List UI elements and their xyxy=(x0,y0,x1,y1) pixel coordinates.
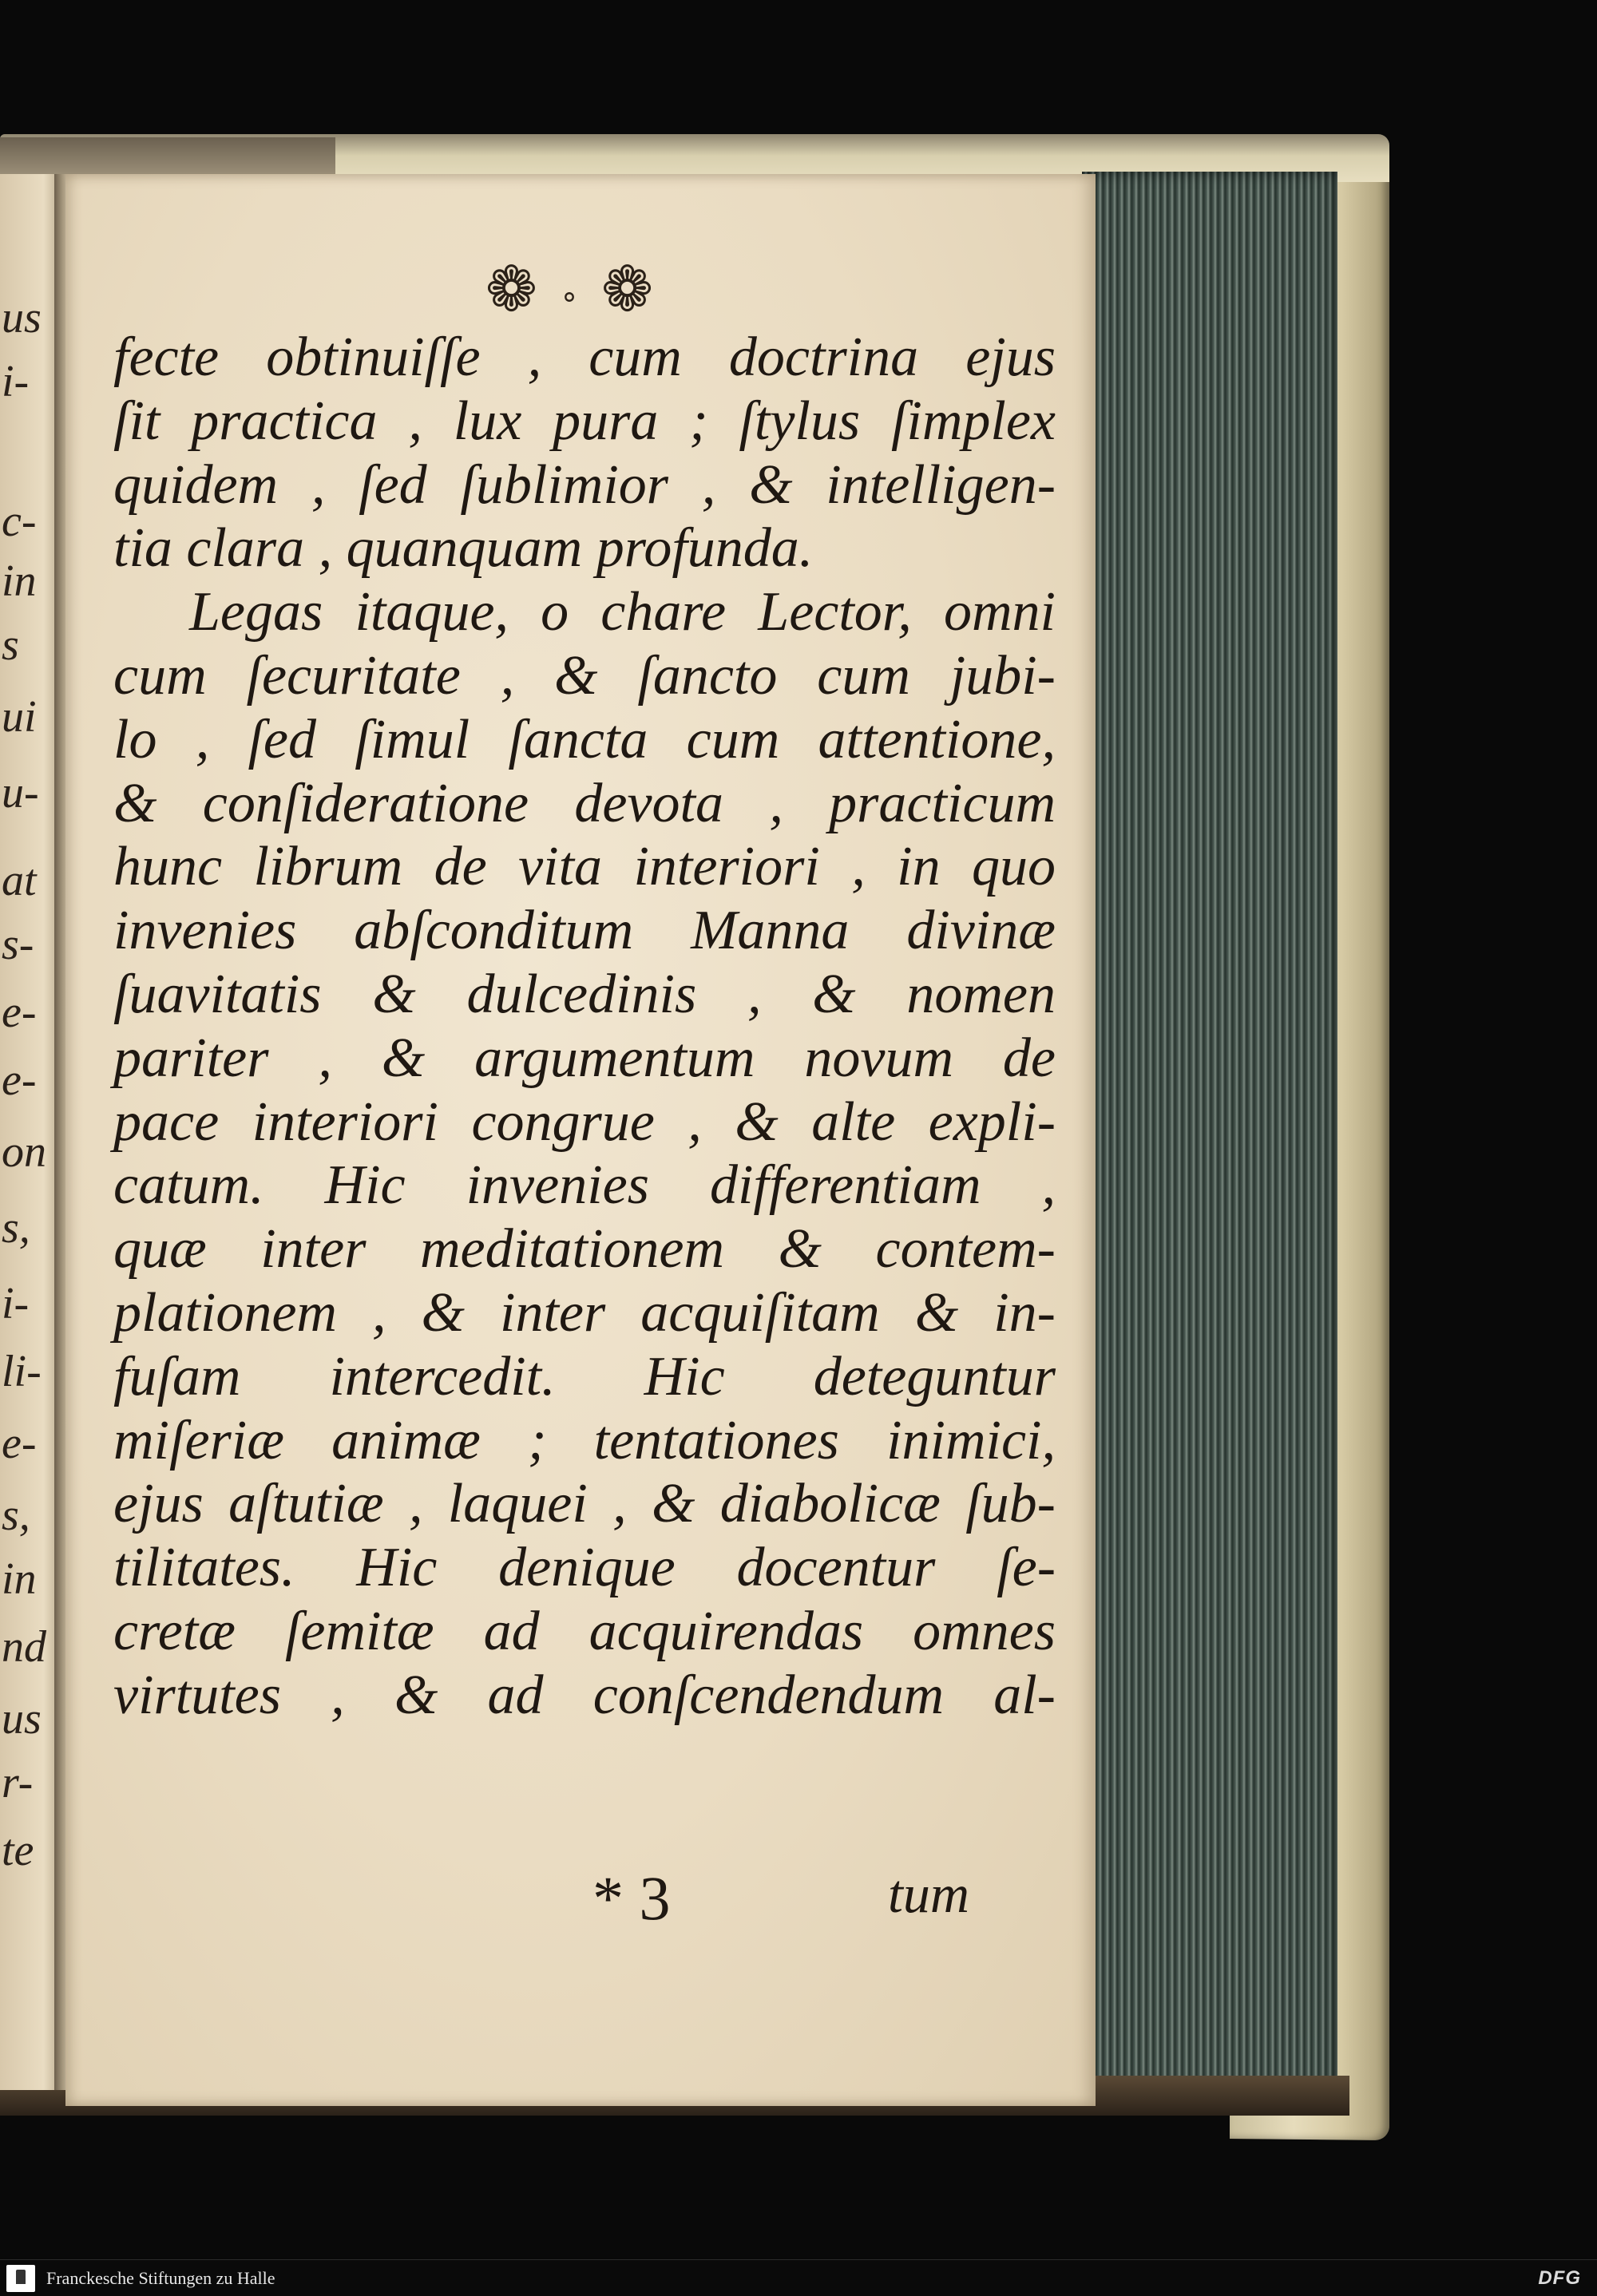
body-text xyxy=(113,326,1056,1728)
left-page-text-fragment: li- xyxy=(2,1347,42,1396)
institution-name: Franckesche Stiftungen zu Halle xyxy=(46,2268,275,2288)
institution-logo-icon xyxy=(6,2265,35,2292)
right-page xyxy=(65,174,1096,2106)
left-page-text-fragment: s- xyxy=(2,920,34,969)
flower-ornament-icon: ❁ xyxy=(485,255,561,324)
text-line: quæ inter meditationem & contem- xyxy=(113,1218,1056,1281)
funder-logo: DFG xyxy=(1538,2267,1581,2289)
text-line: fuſam intercedit. Hic deteguntur xyxy=(113,1345,1056,1407)
signature-mark: * 3 xyxy=(592,1863,671,1933)
circle-ornament-icon: ∘ xyxy=(560,279,601,314)
text-line: fecte obtinuiſſe , cum doctrina ejus xyxy=(113,327,1056,388)
left-page-text-fragment: u- xyxy=(2,768,39,817)
left-page-text-fragment: on xyxy=(2,1127,46,1177)
text-line: hunc librum de vita interiori , in quo xyxy=(113,836,1056,898)
viewer-footer xyxy=(0,2259,1597,2296)
left-page-text-fragment: c- xyxy=(2,497,37,546)
text-line: invenies abſconditum Manna divinæ xyxy=(113,900,1056,962)
text-line: plationem , & inter acquiſitam & in- xyxy=(113,1281,1056,1344)
page-footer-line xyxy=(65,1863,1096,1934)
left-page-text-fragment: i- xyxy=(2,357,30,406)
text-line: cretæ ſemitæ ad acquirendas omnes xyxy=(113,1600,1056,1662)
left-page-text-fragment: nd xyxy=(2,1622,46,1672)
text-line: pace interiori congrue , & alte expli- xyxy=(113,1091,1056,1153)
text-line: virtutes , & ad conſcendendum al- xyxy=(113,1664,1056,1726)
left-page-text-fragment: at xyxy=(2,856,37,905)
left-page-text-fragment: r- xyxy=(2,1758,34,1807)
left-page-text-fragment: s xyxy=(2,620,19,670)
left-page-text-fragment: i- xyxy=(2,1279,30,1328)
text-line: miſeriæ animæ ; tentationes inimici, xyxy=(113,1409,1056,1471)
left-page-text-fragment: e- xyxy=(2,988,37,1037)
left-page-headband xyxy=(0,137,335,177)
header-ornament xyxy=(65,254,1096,326)
text-line: & conſideratione devota , practicum xyxy=(113,772,1056,834)
text-line: catum. Hic invenies differentiam , xyxy=(113,1154,1056,1217)
left-page-text-fragment: e- xyxy=(2,1055,37,1105)
left-page-text-fragment: s, xyxy=(2,1203,30,1253)
left-page-text-fragment: in xyxy=(2,1554,37,1604)
text-line: pariter , & argumentum novum de xyxy=(113,1027,1056,1089)
left-page-text-fragment: us xyxy=(2,293,42,342)
left-page-text-fragment: ui xyxy=(2,692,37,742)
text-line: tia clara , quanquam profunda. xyxy=(113,517,814,580)
text-line: quidem , ſed ſublimior , & intelligen- xyxy=(113,453,1056,516)
left-page-text-fragment: in xyxy=(2,556,37,606)
page-edges xyxy=(1082,172,1337,2104)
text-line: tilitates. Hic denique docentur ſe- xyxy=(113,1537,1056,1599)
left-facing-page xyxy=(0,174,62,2090)
text-line: ejus aſtutiæ , laquei , & diabolicæ ſub- xyxy=(113,1473,1056,1535)
text-line: ſuavitatis & dulcedinis , & nomen xyxy=(113,963,1056,1025)
text-line: cum ſecuritate , & ſancto cum jubi- xyxy=(113,644,1056,707)
left-page-text-fragment: s, xyxy=(2,1490,30,1540)
catchword: tum xyxy=(888,1863,969,1924)
text-line: lo , ſed ſimul ſancta cum attentione, xyxy=(113,708,1056,770)
flower-ornament-icon: ❁ xyxy=(600,255,676,324)
left-page-text-fragment: te xyxy=(2,1826,34,1875)
text-line: Legas itaque, o chare Lector, omni xyxy=(189,581,1056,643)
left-page-text-fragment: us xyxy=(2,1694,42,1744)
left-page-text-fragment: e- xyxy=(2,1419,37,1468)
text-line: ſit practica , lux pura ; ſtylus ſimplex xyxy=(113,390,1056,452)
